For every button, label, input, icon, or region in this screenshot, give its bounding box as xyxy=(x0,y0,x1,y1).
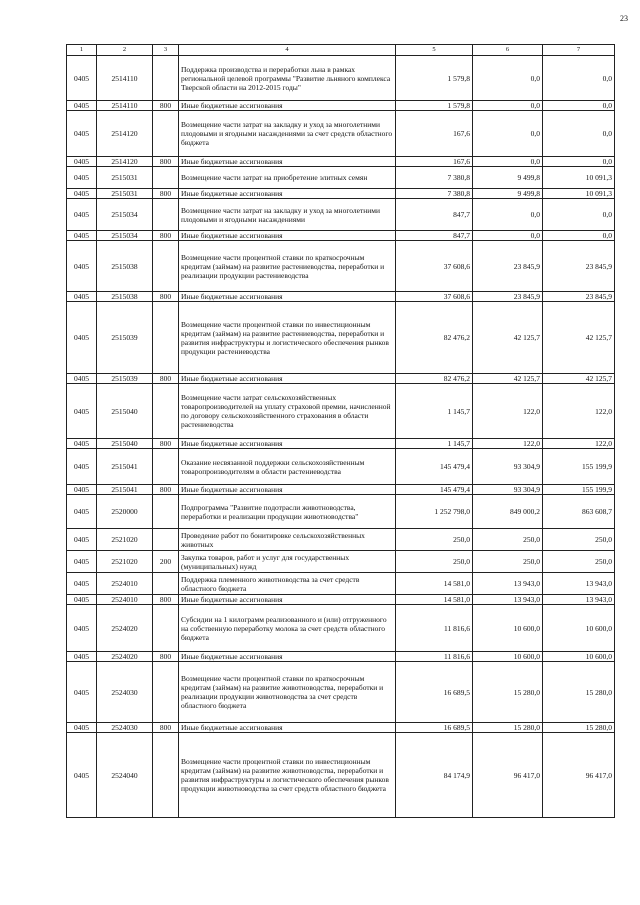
value-cell-5: 167,6 xyxy=(396,111,473,157)
header-cell: 2 xyxy=(97,45,153,56)
description-cell: Возмещение части процентной ставки по краткосрочным кредитам (займам) на развитие растениеводства, переработки и реализации продукции растениеводства xyxy=(179,241,396,292)
section-code-cell: 0405 xyxy=(67,101,97,111)
target-code-cell: 2524020 xyxy=(97,652,153,662)
header-cell: 4 xyxy=(179,45,396,56)
expense-type-cell xyxy=(153,167,179,189)
header-cell: 1 xyxy=(67,45,97,56)
table-row xyxy=(67,292,615,302)
section-code-cell: 0405 xyxy=(67,495,97,529)
description-cell: Возмещение части затрат на закладку и уход за многолетними плодовыми и ягодными насаждениями за счет средств областного бюджета xyxy=(179,111,396,157)
expense-type-cell xyxy=(153,302,179,374)
description-cell: Иные бюджетные ассигнования xyxy=(179,374,396,384)
page-number: 23 xyxy=(620,14,628,23)
value-cell-7: 10 600,0 xyxy=(543,605,615,652)
value-cell-5: 84 174,9 xyxy=(396,733,473,818)
table-row xyxy=(67,384,615,439)
description-cell: Субсидии на 1 килограмм реализованного и (или) отгруженного на собственную переработку молока за счет средств областного бюджета xyxy=(179,605,396,652)
expense-type-cell xyxy=(153,495,179,529)
description-cell: Возмещение части процентной ставки по инвестиционным кредитам (займам) на развитие животноводства, переработки и развития инфраструктуры и логистического обеспечения рынков продукции животноводства за счет средств областного бюджета xyxy=(179,733,396,818)
expense-type-cell xyxy=(153,573,179,595)
value-cell-5: 16 689,5 xyxy=(396,662,473,723)
expense-type-cell: 800 xyxy=(153,652,179,662)
expense-type-cell: 200 xyxy=(153,551,179,573)
budget-table xyxy=(66,44,615,818)
value-cell-7: 0,0 xyxy=(543,111,615,157)
value-cell-6: 93 304,9 xyxy=(473,485,543,495)
value-cell-7: 23 845,9 xyxy=(543,241,615,292)
value-cell-6: 15 280,0 xyxy=(473,662,543,723)
value-cell-5: 250,0 xyxy=(396,551,473,573)
expense-type-cell: 800 xyxy=(153,101,179,111)
table-row xyxy=(67,157,615,167)
value-cell-6: 849 000,2 xyxy=(473,495,543,529)
target-code-cell: 2520000 xyxy=(97,495,153,529)
target-code-cell: 2515041 xyxy=(97,449,153,485)
value-cell-6: 250,0 xyxy=(473,551,543,573)
section-code-cell: 0405 xyxy=(67,662,97,723)
value-cell-7: 96 417,0 xyxy=(543,733,615,818)
description-cell: Иные бюджетные ассигнования xyxy=(179,485,396,495)
table-row xyxy=(67,111,615,157)
description-cell: Иные бюджетные ассигнования xyxy=(179,652,396,662)
value-cell-6: 250,0 xyxy=(473,529,543,551)
value-cell-6: 9 499,8 xyxy=(473,167,543,189)
table-row xyxy=(67,662,615,723)
value-cell-5: 11 816,6 xyxy=(396,605,473,652)
value-cell-6: 42 125,7 xyxy=(473,302,543,374)
section-code-cell: 0405 xyxy=(67,199,97,231)
expense-type-cell xyxy=(153,605,179,652)
section-code-cell: 0405 xyxy=(67,241,97,292)
value-cell-5: 82 476,2 xyxy=(396,302,473,374)
table-header-row xyxy=(67,45,615,56)
description-cell: Иные бюджетные ассигнования xyxy=(179,157,396,167)
description-cell: Закупка товаров, работ и услуг для государственных (муниципальных) нужд xyxy=(179,551,396,573)
table-row xyxy=(67,723,615,733)
value-cell-5: 847,7 xyxy=(396,199,473,231)
target-code-cell: 2524010 xyxy=(97,595,153,605)
section-code-cell: 0405 xyxy=(67,529,97,551)
value-cell-7: 42 125,7 xyxy=(543,302,615,374)
expense-type-cell xyxy=(153,733,179,818)
expense-type-cell: 800 xyxy=(153,189,179,199)
target-code-cell: 2515031 xyxy=(97,167,153,189)
target-code-cell: 2515038 xyxy=(97,292,153,302)
value-cell-6: 0,0 xyxy=(473,199,543,231)
value-cell-5: 1 252 798,0 xyxy=(396,495,473,529)
expense-type-cell xyxy=(153,199,179,231)
value-cell-5: 250,0 xyxy=(396,529,473,551)
value-cell-5: 14 581,0 xyxy=(396,595,473,605)
value-cell-6: 9 499,8 xyxy=(473,189,543,199)
section-code-cell: 0405 xyxy=(67,573,97,595)
description-cell: Иные бюджетные ассигнования xyxy=(179,439,396,449)
table-row xyxy=(67,485,615,495)
table-row xyxy=(67,605,615,652)
value-cell-6: 15 280,0 xyxy=(473,723,543,733)
description-cell: Иные бюджетные ассигнования xyxy=(179,101,396,111)
value-cell-7: 0,0 xyxy=(543,56,615,101)
description-cell: Иные бюджетные ассигнования xyxy=(179,595,396,605)
value-cell-7: 0,0 xyxy=(543,101,615,111)
value-cell-5: 145 479,4 xyxy=(396,485,473,495)
description-cell: Поддержка племенного животноводства за счет средств областного бюджета xyxy=(179,573,396,595)
section-code-cell: 0405 xyxy=(67,292,97,302)
value-cell-6: 13 943,0 xyxy=(473,573,543,595)
table-body xyxy=(67,45,615,818)
value-cell-5: 37 608,6 xyxy=(396,241,473,292)
value-cell-6: 42 125,7 xyxy=(473,374,543,384)
value-cell-5: 37 608,6 xyxy=(396,292,473,302)
description-cell: Иные бюджетные ассигнования xyxy=(179,292,396,302)
target-code-cell: 2515040 xyxy=(97,384,153,439)
target-code-cell: 2515034 xyxy=(97,231,153,241)
section-code-cell: 0405 xyxy=(67,723,97,733)
table-row xyxy=(67,374,615,384)
value-cell-6: 96 417,0 xyxy=(473,733,543,818)
value-cell-7: 15 280,0 xyxy=(543,723,615,733)
section-code-cell: 0405 xyxy=(67,605,97,652)
expense-type-cell xyxy=(153,241,179,292)
table-row xyxy=(67,449,615,485)
value-cell-7: 155 199,9 xyxy=(543,449,615,485)
value-cell-5: 82 476,2 xyxy=(396,374,473,384)
table-row xyxy=(67,595,615,605)
value-cell-5: 1 145,7 xyxy=(396,384,473,439)
table-row xyxy=(67,241,615,292)
target-code-cell: 2521020 xyxy=(97,551,153,573)
value-cell-7: 13 943,0 xyxy=(543,573,615,595)
value-cell-5: 16 689,5 xyxy=(396,723,473,733)
target-code-cell: 2514110 xyxy=(97,101,153,111)
target-code-cell: 2515039 xyxy=(97,374,153,384)
section-code-cell: 0405 xyxy=(67,189,97,199)
value-cell-6: 0,0 xyxy=(473,56,543,101)
value-cell-6: 0,0 xyxy=(473,101,543,111)
section-code-cell: 0405 xyxy=(67,56,97,101)
target-code-cell: 2515041 xyxy=(97,485,153,495)
header-cell: 7 xyxy=(543,45,615,56)
value-cell-6: 93 304,9 xyxy=(473,449,543,485)
value-cell-6: 10 600,0 xyxy=(473,605,543,652)
description-cell: Возмещение части процентной ставки по инвестиционным кредитам (займам) на развитие растениеводства, переработки и развития инфраструктуры и логистического обеспечения рынков продукции растениеводства xyxy=(179,302,396,374)
expense-type-cell: 800 xyxy=(153,595,179,605)
value-cell-7: 250,0 xyxy=(543,529,615,551)
description-cell: Оказание несвязанной поддержки сельскохозяйственным товаропроизводителям в области растениеводства xyxy=(179,449,396,485)
section-code-cell: 0405 xyxy=(67,157,97,167)
expense-type-cell xyxy=(153,384,179,439)
header-cell: 5 xyxy=(396,45,473,56)
section-code-cell: 0405 xyxy=(67,733,97,818)
target-code-cell: 2515031 xyxy=(97,189,153,199)
value-cell-6: 0,0 xyxy=(473,231,543,241)
target-code-cell: 2524010 xyxy=(97,573,153,595)
value-cell-7: 10 091,3 xyxy=(543,167,615,189)
section-code-cell: 0405 xyxy=(67,231,97,241)
description-cell: Возмещение части процентной ставки по краткосрочным кредитам (займам) на развитие животноводства, переработки и реализации продукции животноводства за счет средств областного бюджета xyxy=(179,662,396,723)
section-code-cell: 0405 xyxy=(67,374,97,384)
value-cell-5: 7 380,8 xyxy=(396,167,473,189)
description-cell: Иные бюджетные ассигнования xyxy=(179,723,396,733)
value-cell-7: 0,0 xyxy=(543,157,615,167)
table-row xyxy=(67,551,615,573)
target-code-cell: 2515040 xyxy=(97,439,153,449)
expense-type-cell: 800 xyxy=(153,723,179,733)
table-row xyxy=(67,733,615,818)
expense-type-cell xyxy=(153,529,179,551)
expense-type-cell: 800 xyxy=(153,439,179,449)
section-code-cell: 0405 xyxy=(67,551,97,573)
value-cell-7: 0,0 xyxy=(543,199,615,231)
value-cell-5: 14 581,0 xyxy=(396,573,473,595)
value-cell-7: 15 280,0 xyxy=(543,662,615,723)
expense-type-cell: 800 xyxy=(153,157,179,167)
target-code-cell: 2514120 xyxy=(97,111,153,157)
value-cell-6: 13 943,0 xyxy=(473,595,543,605)
target-code-cell: 2514120 xyxy=(97,157,153,167)
description-cell: Возмещение части затрат на приобретение элитных семян xyxy=(179,167,396,189)
value-cell-6: 23 845,9 xyxy=(473,292,543,302)
description-cell: Иные бюджетные ассигнования xyxy=(179,231,396,241)
table-row xyxy=(67,189,615,199)
table-row xyxy=(67,199,615,231)
value-cell-7: 10 600,0 xyxy=(543,652,615,662)
target-code-cell: 2515039 xyxy=(97,302,153,374)
section-code-cell: 0405 xyxy=(67,167,97,189)
value-cell-7: 0,0 xyxy=(543,231,615,241)
section-code-cell: 0405 xyxy=(67,595,97,605)
value-cell-5: 145 479,4 xyxy=(396,449,473,485)
value-cell-7: 155 199,9 xyxy=(543,485,615,495)
target-code-cell: 2515034 xyxy=(97,199,153,231)
value-cell-5: 1 145,7 xyxy=(396,439,473,449)
target-code-cell: 2524040 xyxy=(97,733,153,818)
value-cell-7: 13 943,0 xyxy=(543,595,615,605)
target-code-cell: 2524020 xyxy=(97,605,153,652)
description-cell: Подпрограмма "Развитие подотрасли животноводства, переработки и реализации продукции животноводства" xyxy=(179,495,396,529)
value-cell-6: 122,0 xyxy=(473,384,543,439)
header-cell: 6 xyxy=(473,45,543,56)
value-cell-7: 250,0 xyxy=(543,551,615,573)
expense-type-cell: 800 xyxy=(153,292,179,302)
value-cell-6: 23 845,9 xyxy=(473,241,543,292)
value-cell-5: 11 816,6 xyxy=(396,652,473,662)
table-row xyxy=(67,495,615,529)
value-cell-7: 23 845,9 xyxy=(543,292,615,302)
value-cell-7: 10 091,3 xyxy=(543,189,615,199)
section-code-cell: 0405 xyxy=(67,449,97,485)
value-cell-5: 1 579,8 xyxy=(396,101,473,111)
expense-type-cell: 800 xyxy=(153,374,179,384)
expense-type-cell xyxy=(153,662,179,723)
table-row xyxy=(67,101,615,111)
value-cell-7: 122,0 xyxy=(543,439,615,449)
section-code-cell: 0405 xyxy=(67,485,97,495)
target-code-cell: 2521020 xyxy=(97,529,153,551)
description-cell: Возмещение части затрат на закладку и уход за многолетними плодовыми и ягодными насаждениями xyxy=(179,199,396,231)
table-row xyxy=(67,56,615,101)
section-code-cell: 0405 xyxy=(67,111,97,157)
table-row xyxy=(67,573,615,595)
description-cell: Проведение работ по бонитировке сельскохозяйственных животных xyxy=(179,529,396,551)
target-code-cell: 2524030 xyxy=(97,662,153,723)
value-cell-5: 847,7 xyxy=(396,231,473,241)
target-code-cell: 2524030 xyxy=(97,723,153,733)
value-cell-5: 1 579,8 xyxy=(396,56,473,101)
value-cell-6: 122,0 xyxy=(473,439,543,449)
value-cell-6: 0,0 xyxy=(473,157,543,167)
table-row xyxy=(67,231,615,241)
table-row xyxy=(67,652,615,662)
value-cell-5: 7 380,8 xyxy=(396,189,473,199)
description-cell: Возмещение части затрат сельскохозяйственных товаропроизводителей на уплату страховой премии, начисленной по договору сельскохозяйственного страхования в области растениеводства xyxy=(179,384,396,439)
target-code-cell: 2515038 xyxy=(97,241,153,292)
section-code-cell: 0405 xyxy=(67,384,97,439)
expense-type-cell xyxy=(153,449,179,485)
value-cell-5: 167,6 xyxy=(396,157,473,167)
table-row xyxy=(67,439,615,449)
section-code-cell: 0405 xyxy=(67,652,97,662)
expense-type-cell xyxy=(153,111,179,157)
header-cell: 3 xyxy=(153,45,179,56)
description-cell: Иные бюджетные ассигнования xyxy=(179,189,396,199)
section-code-cell: 0405 xyxy=(67,302,97,374)
value-cell-7: 42 125,7 xyxy=(543,374,615,384)
table-row xyxy=(67,167,615,189)
expense-type-cell xyxy=(153,56,179,101)
value-cell-7: 863 608,7 xyxy=(543,495,615,529)
section-code-cell: 0405 xyxy=(67,439,97,449)
expense-type-cell: 800 xyxy=(153,231,179,241)
target-code-cell: 2514110 xyxy=(97,56,153,101)
value-cell-6: 10 600,0 xyxy=(473,652,543,662)
description-cell: Поддержка производства и переработки льна в рамках региональной целевой программы "Развитие льняного комплекса Тверской области на 2012-2015 годы" xyxy=(179,56,396,101)
table-row xyxy=(67,529,615,551)
value-cell-7: 122,0 xyxy=(543,384,615,439)
table-row xyxy=(67,302,615,374)
value-cell-6: 0,0 xyxy=(473,111,543,157)
expense-type-cell: 800 xyxy=(153,485,179,495)
